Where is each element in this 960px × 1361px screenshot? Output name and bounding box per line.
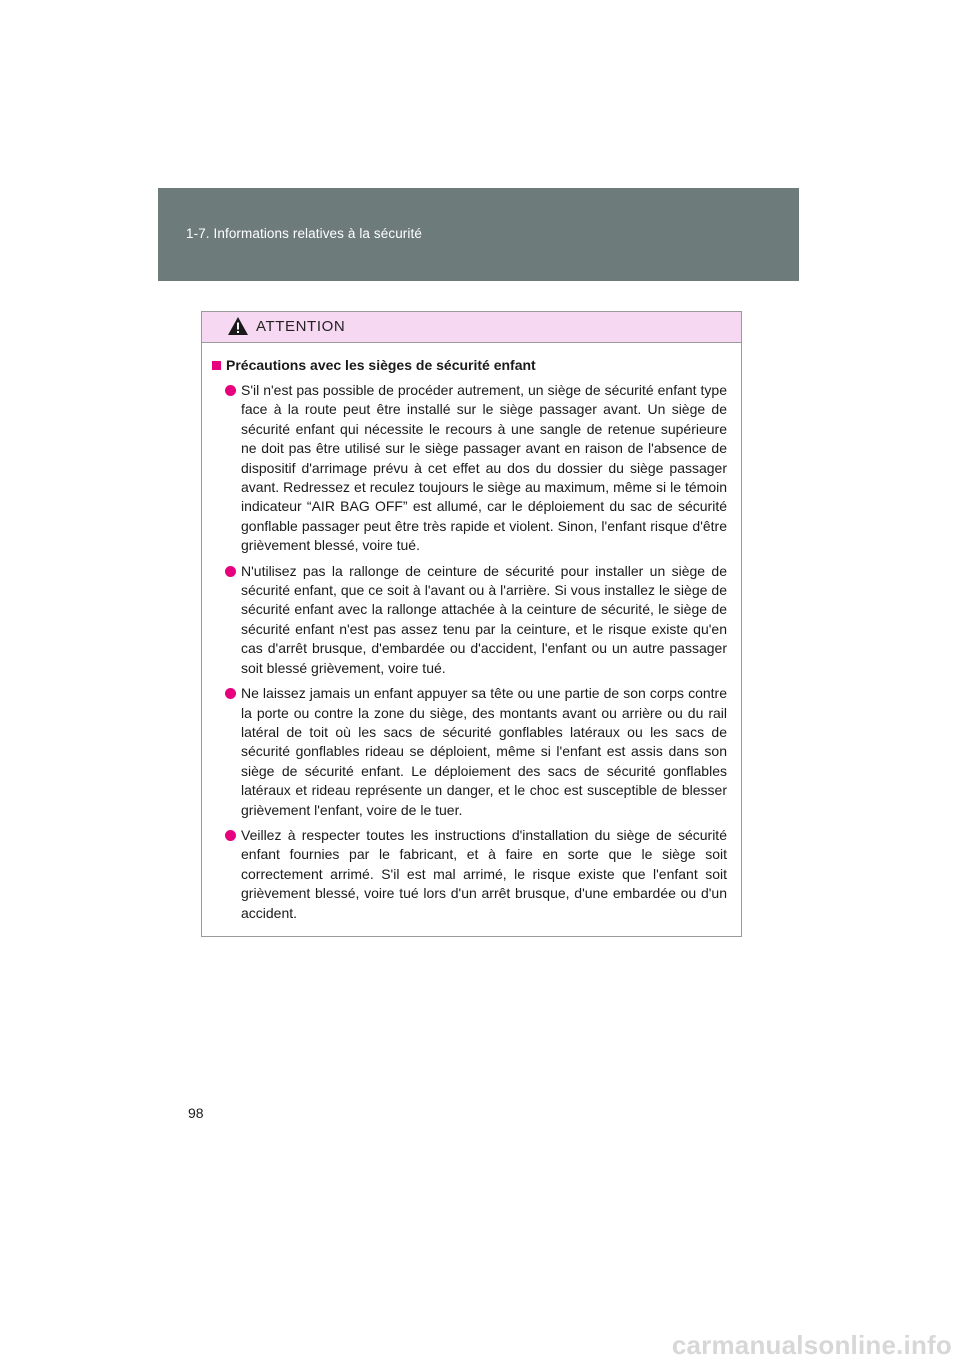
attention-body — [202, 343, 741, 923]
section-header-band — [158, 188, 799, 281]
attention-box — [201, 311, 742, 937]
warning-triangle-icon — [227, 316, 249, 336]
subsection-heading-text: Précautions avec les sièges de sécurité enfant — [226, 357, 536, 373]
bullet-icon — [225, 688, 236, 699]
bullet-icon — [225, 566, 236, 577]
attention-title: ATTENTION — [256, 318, 346, 335]
list-item — [212, 684, 727, 820]
square-bullet-icon — [212, 361, 221, 370]
list-item-text: Veillez à respecter toutes les instructions d'installation du siège de sécurité enfant fournies par le fabricant, et à faire en sorte que le siège soit correctement arrimé. S'il est mal arrimé, le risque existe que l'enfant soit grièvement blessé, voire tué lors d'un arrêt brusque, d'une embardée ou d'un accident. — [241, 826, 727, 921]
page-number: 98 — [188, 1105, 204, 1121]
list-item-text: S'il n'est pas possible de procéder autrement, un siège de sécurité enfant type face à la route peut être installé sur le siège passager avant. Un siège de sécurité enfant qui nécessite le recours à une sangle de retenue supérieure ne doit pas être utilisé sur le siège passager avant en raison de l'absence de dispositif d'arrimage prévu à cet effet au dos du dossier du siège passager avant. Redressez et reculez toujours le siège au maximum, même si le témoin indicateur “AIR BAG OFF” est allumé, car le déploiement du sac de sécurité gonflable passager peut être très rapide et violent. Sinon, l'enfant risque d'être grièvement blessé, voire tué. — [241, 382, 727, 554]
attention-header — [202, 312, 741, 343]
list-item — [212, 826, 727, 923]
watermark: carmanualsonline.info — [671, 1330, 952, 1360]
section-title: 1-7. Informations relatives à la sécurité — [186, 226, 422, 241]
list-item — [212, 381, 727, 556]
subsection-heading — [212, 357, 727, 373]
bullet-icon — [225, 385, 236, 396]
list-item — [212, 562, 727, 678]
list-item-text: N'utilisez pas la rallonge de ceinture de sécurité pour installer un siège de sécurité enfant, que ce soit à l'avant ou à l'arrière. Si vous installez le siège de sécurité enfant avec la rallonge attachée à la ceinture de sécurité, le siège de sécurité enfant n'est pas assez tenu par la ceinture, et le risque existe qu'en cas d'arrêt brusque, d'embardée ou d'accident, l'enfant ou un autre passager soit blessé grièvement, voire tué. — [241, 562, 727, 676]
bullet-icon — [225, 830, 236, 841]
list-item-text: Ne laissez jamais un enfant appuyer sa tête ou une partie de son corps contre la porte ou contre la zone du siège, des montants avant ou arrière ou du rail latéral de toit où les sacs de sécurité gonflables latéraux ou les sacs de sécurité gonflables rideau se déploient, même si l'enfant est assis dans son siège de sécurité enfant. Le déploiement des sacs de sécurité gonflables latéraux et rideau représente un danger, et le choc est susceptible de blesser grièvement l'enfant, voire de le tuer. — [241, 685, 727, 818]
